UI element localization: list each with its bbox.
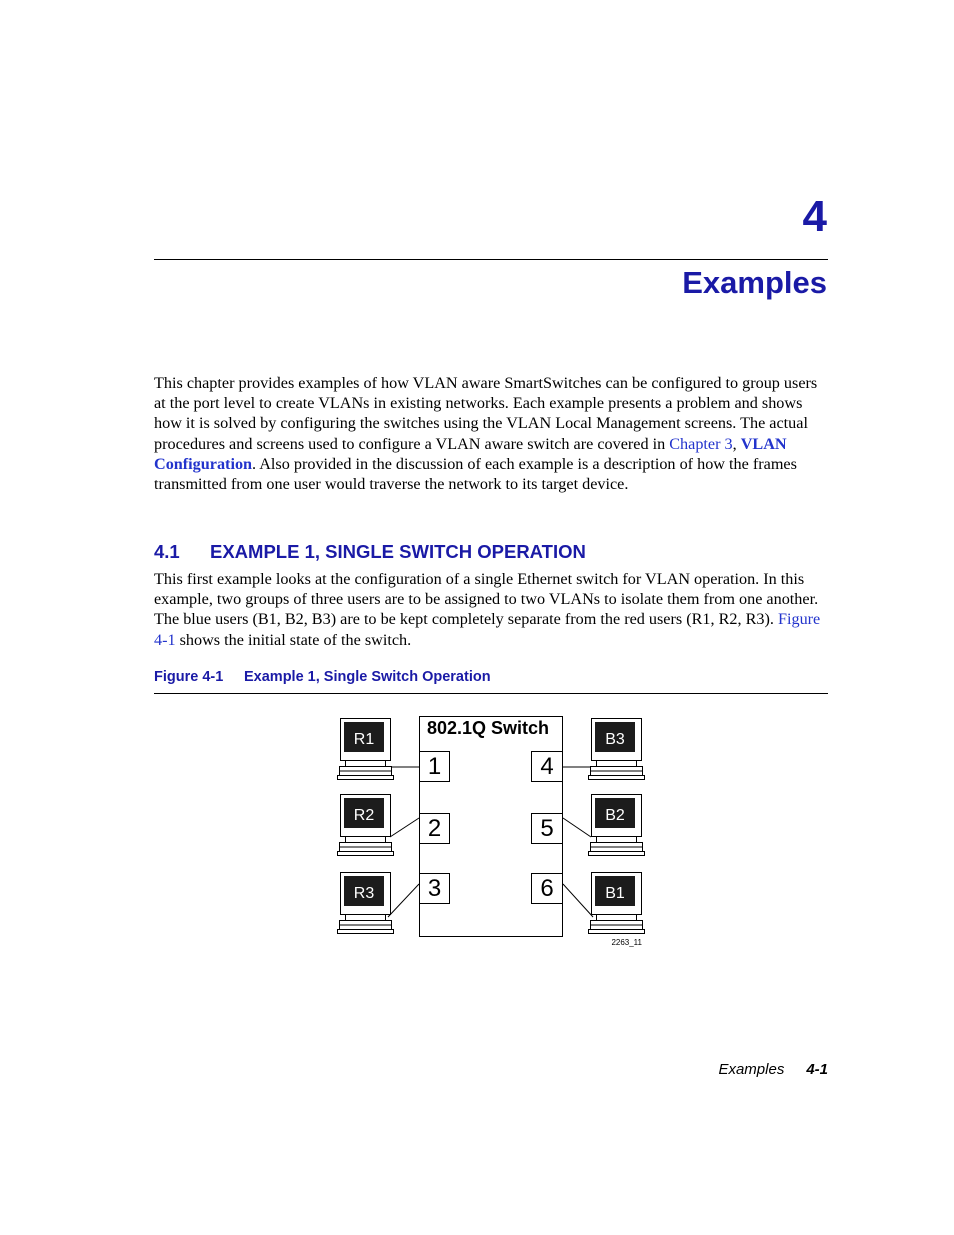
link-r3-port3 [388, 884, 419, 917]
computer-r3-icon [338, 873, 394, 934]
port-1-label: 1 [427, 753, 442, 780]
chapter-3-link[interactable]: Chapter 3 [669, 434, 733, 453]
intro-text-before: This chapter provides examples of how VLAN aware SmartSwitches can be configured to group users at the port level to create VLANs in existing networks. Each example presents a problem and shows how it is solved by configuring the switches using the VLAN Local Management screens. The actual procedures and screens used to configure a VLAN aware switch are covered in [154, 374, 818, 453]
page-footer [718, 1061, 828, 1078]
user-r1-label: R1 [353, 731, 375, 748]
section-title: EXAMPLE 1, SINGLE SWITCH OPERATION [210, 541, 586, 562]
figure-caption-text: Example 1, Single Switch Operation [244, 669, 491, 685]
section-text-before: This first example looks at the configuration of a single Ethernet switch for VLAN operation. In this example, two groups of three users are to be assigned to two VLANs to isolate them from one another. The blue users (B1, B2, B3) are to be kept completely separate from the red users (R1, R2, R3). [154, 570, 819, 629]
port-6-label: 6 [540, 875, 554, 902]
chapter-number: 4 [802, 192, 827, 241]
computer-r1-icon [338, 719, 394, 780]
chapter-title: Examples [682, 265, 827, 300]
user-b2-label: B2 [605, 807, 625, 824]
figure-label: Figure 4-1 [154, 669, 224, 685]
user-r3-label: R3 [353, 885, 375, 902]
switch-label: 802.1Q Switch [427, 718, 550, 738]
link-port5-b2 [563, 818, 591, 837]
footer-page-number: 4-1 [806, 1061, 828, 1078]
art-id: 2263_11 [611, 938, 642, 947]
user-r2-label: R2 [353, 807, 375, 824]
figure-4-1-link[interactable]: Figure 4-1 [154, 610, 821, 649]
computer-b3-icon [589, 719, 645, 780]
port-2-label: 2 [427, 815, 442, 842]
vlan-configuration-link[interactable]: VLAN Configuration [154, 434, 787, 473]
user-b3-label: B3 [605, 731, 625, 748]
port-5-label: 5 [540, 815, 554, 842]
link-r2-port2 [390, 818, 419, 837]
computer-b2-icon [589, 795, 645, 856]
user-b1-label: B1 [605, 885, 625, 902]
computer-r2-icon [338, 795, 394, 856]
link-port6-b1 [563, 884, 593, 917]
section-number: 4.1 [154, 541, 180, 562]
intro-text-after: . Also provided in the discussion of each example is a description of how the frames transmitted from one user would traverse the network to its target device. [154, 454, 797, 494]
port-3-label: 3 [427, 875, 442, 902]
footer-title: Examples [718, 1061, 785, 1078]
computer-b1-icon [589, 873, 645, 934]
port-4-label: 4 [540, 753, 554, 780]
intro-separator: , [732, 434, 741, 453]
section-text-after: shows the initial state of the switch. [175, 630, 412, 649]
